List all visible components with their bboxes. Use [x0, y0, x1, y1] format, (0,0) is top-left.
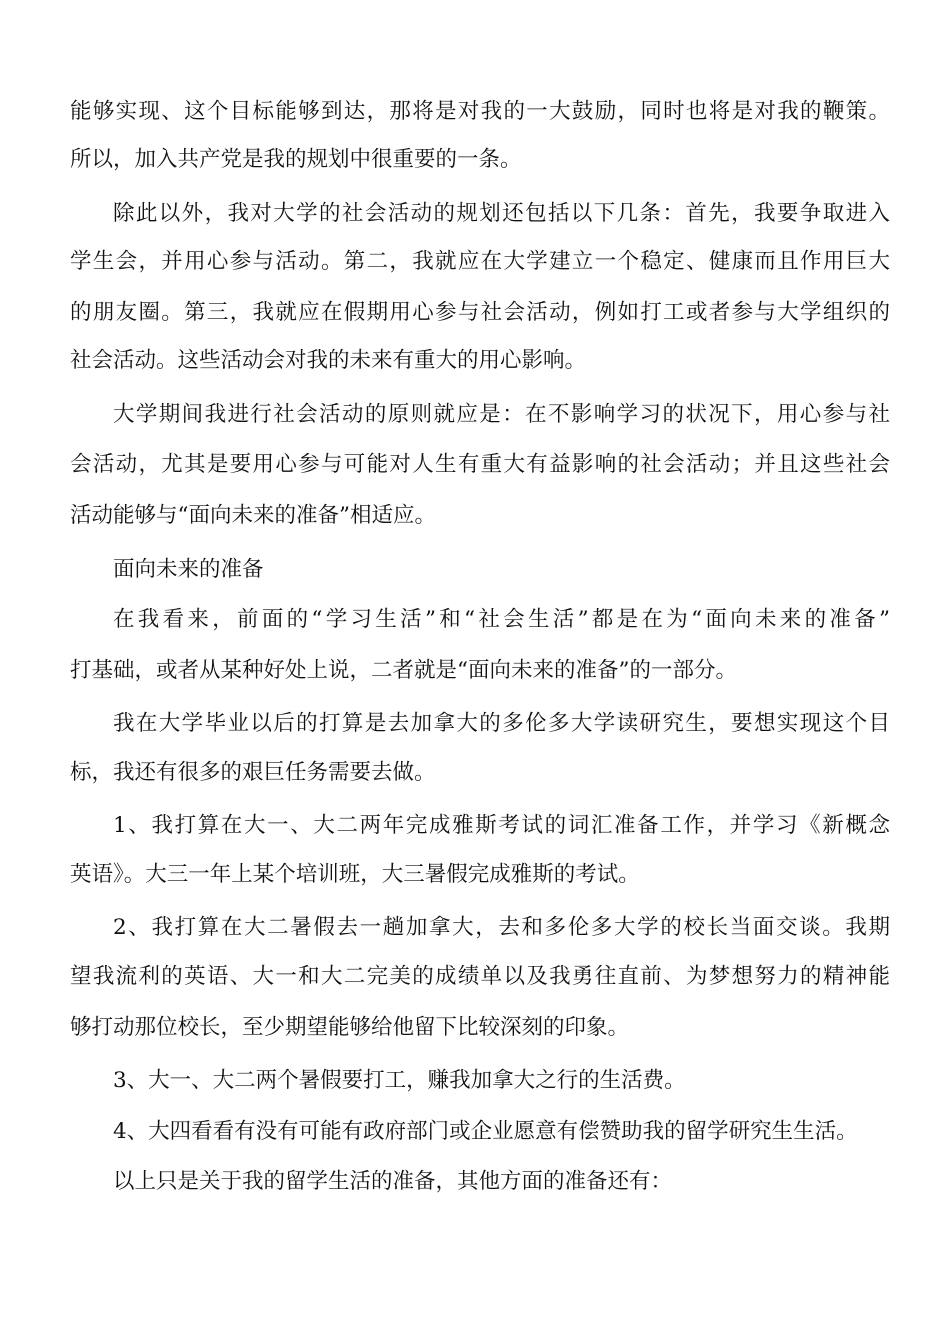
- list-item-2-line-3: 够打动那位校长，至少期望能够给他留下比较深刻的印象。: [70, 1015, 630, 1040]
- text-line-11: 在我看来，前面的“学习生活”和“社会生活”都是在为“面向未来的准备”: [113, 607, 890, 632]
- text-line-2: 所以，加入共产党是我的规划中很重要的一条。: [70, 147, 522, 172]
- section-heading: 面向未来的准备: [113, 557, 264, 582]
- text-line-1: 能够实现、这个目标能够到达，那将是对我的一大鼓励，同时也将是对我的鞭策。: [70, 99, 890, 124]
- text-line-4: 学生会，并用心参与活动。第二，我就应在大学建立一个稳定、健康而且作用巨大: [70, 249, 890, 274]
- list-item-2-line-2: 望我流利的英语、大一和大二完美的成绩单以及我勇往直前、为梦想努力的精神能: [70, 964, 890, 989]
- text-line-14: 标，我还有很多的艰巨任务需要去做。: [70, 760, 436, 785]
- text-line-6: 社会活动。这些活动会对我的未来有重大的用心影响。: [70, 348, 587, 373]
- text-line-5: 的朋友圈。第三，我就应在假期用心参与社会活动，例如打工或者参与大学组织的: [70, 300, 890, 325]
- list-item-4: 4、大四看看有没有可能有政府部门或企业愿意有偿赞助我的留学研究生生活。: [113, 1119, 858, 1144]
- list-item-1-line-2: 英语》。大三一年上某个培训班，大三暑假完成雅斯的考试。: [70, 862, 640, 887]
- text-line-12: 打基础，或者从某种好处上说，二者就是“面向未来的准备”的一部分。: [70, 658, 737, 683]
- text-line-8: 会活动，尤其是要用心参与可能对人生有重大有益影响的社会活动；并且这些社会: [70, 452, 890, 477]
- list-item-3: 3、大一、大二两个暑假要打工，赚我加拿大之行的生活费。: [113, 1068, 686, 1093]
- list-item-1-line-1: 1、我打算在大一、大二两年完成雅斯考试的词汇准备工作，并学习《新概念: [113, 813, 890, 838]
- text-line-22: 以上只是关于我的留学生活的准备，其他方面的准备还有：: [113, 1169, 673, 1194]
- text-line-7: 大学期间我进行社会活动的原则就应是：在不影响学习的状况下，用心参与社: [113, 402, 890, 427]
- text-line-13: 我在大学毕业以后的打算是去加拿大的多伦多大学读研究生，要想实现这个目: [113, 711, 890, 736]
- text-line-9: 活动能够与“面向未来的准备”相适应。: [70, 503, 436, 528]
- text-line-3: 除此以外，我对大学的社会活动的规划还包括以下几条：首先，我要争取进入: [113, 201, 890, 226]
- list-item-2-line-1: 2、我打算在大二暑假去一趟加拿大，去和多伦多大学的校长当面交谈。我期: [113, 915, 890, 940]
